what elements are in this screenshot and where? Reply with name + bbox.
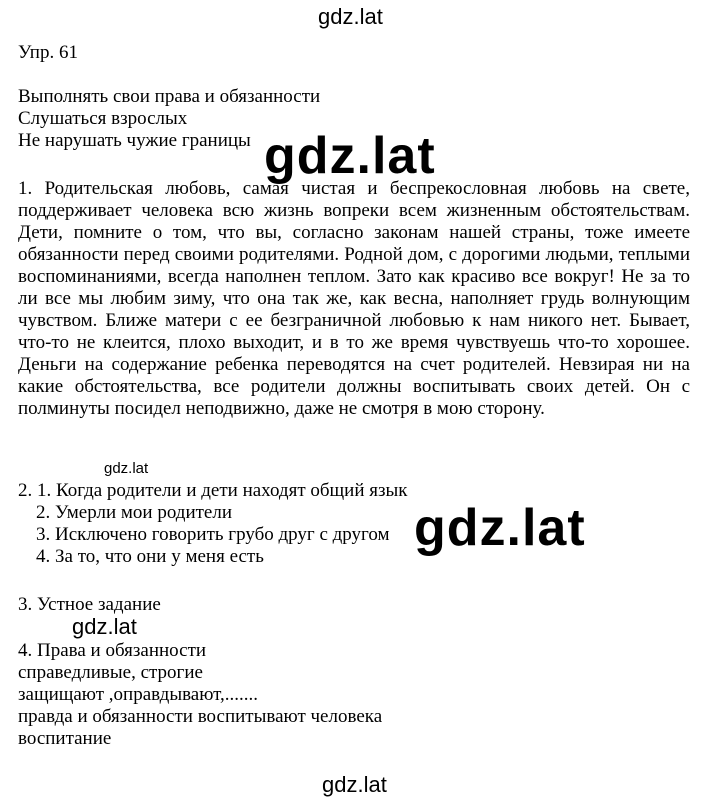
- paragraph-1-text: 1. Родительская любовь, самая чистая и беспрекословная любовь на свете, поддерживает человека всю жизнь вопреки всем жизненным обстоятельствам. Дети, помните о том, что вы, согласно законам нашей страны, тоже имеете обязанности перед своими родителями. Родной дом, с дорогими людьми, теплыми воспоминаниями, всегда наполнен теплом. Зато как красиво все вокруг! Не за то ли все мы любим зиму, что она так же, как весна, наполняет грудь волнующим чувством. Ближе матери с ее безграничной любовью к нам никого нет. Бывает, что-то не клеится, плохо выходит, и в то же время чувствуешь что-то хорошее. Деньги на содержание ребенка переводятся на счет родителей. Невзирая ни на какие обстоятельства, все родители должны воспитывать своих детей. Он с полминуты посидел неподвижно, даже не смотря в мою сторону.: [18, 178, 690, 419]
- watermark-large-1: gdz.lat: [264, 127, 436, 185]
- section-2-item-3: 3. Исключено говорить грубо друг с другом: [36, 524, 390, 545]
- section-2-item-1: 2. 1. Когда родители и дети находят общий язык: [18, 480, 408, 501]
- intro-line-1: Выполнять свои права и обязанности: [18, 86, 321, 107]
- section-4-line-1: 4. Права и обязанности: [18, 640, 207, 661]
- intro-line-3: Не нарушать чужие границы: [18, 130, 251, 151]
- section-3: 3. Устное задание: [18, 594, 161, 615]
- section-4-line-4: правда и обязанности воспитывают человека: [18, 706, 383, 727]
- watermark-large-2: gdz.lat: [414, 499, 586, 557]
- exercise-title: Упр. 61: [18, 42, 78, 63]
- intro-line-2: Слушаться взрослых: [18, 108, 188, 129]
- section-4-line-2: справедливые, строгие: [18, 662, 203, 683]
- paragraph-1: [18, 178, 690, 420]
- section-4-line-3: защищают ,оправдывают,.......: [18, 684, 259, 705]
- watermark-small-1: gdz.lat: [104, 460, 149, 477]
- watermark-mid: gdz.lat: [72, 614, 137, 639]
- watermark-bottom: gdz.lat: [322, 772, 387, 797]
- section-4-line-5: воспитание: [18, 728, 112, 749]
- watermark-top: gdz.lat: [318, 4, 383, 29]
- section-2-item-4: 4. За то, что они у меня есть: [36, 546, 264, 567]
- section-2-item-2: 2. Умерли мои родители: [36, 502, 233, 523]
